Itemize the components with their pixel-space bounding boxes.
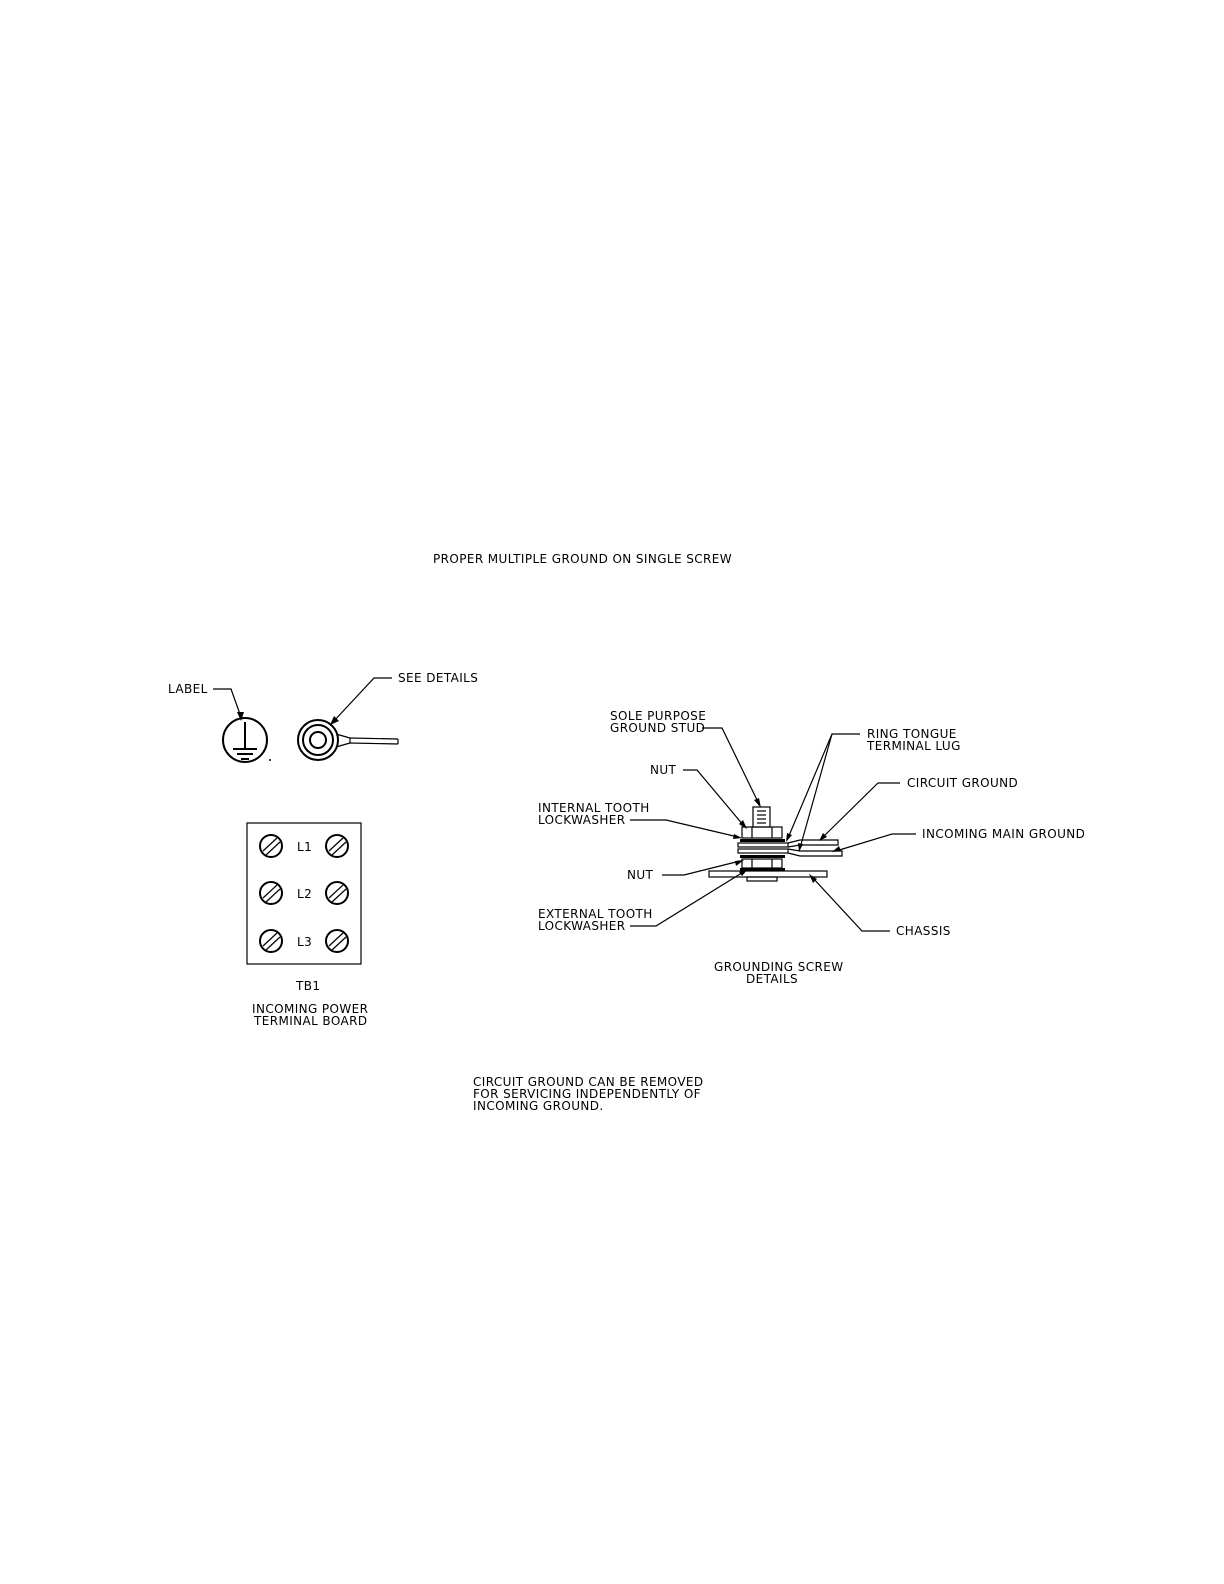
terminal-screw-icon (326, 882, 348, 904)
ring-lug-icon (298, 720, 398, 760)
internal-tooth-callout-line1: INTERNAL TOOTH (538, 801, 650, 815)
ring-tongue-callout-line1: RING TONGUE (867, 727, 957, 741)
terminal-board-caption-line1: INCOMING POWER (252, 1002, 369, 1016)
circuit-ground-callout: CIRCUIT GROUND (907, 776, 1019, 790)
label-callout: LABEL (168, 682, 208, 696)
nut-top-callout: NUT (650, 763, 677, 777)
sole-purpose-stud-callout-line1: SOLE PURPOSE (610, 709, 707, 723)
see-details-callout: SEE DETAILS (398, 671, 479, 685)
external-tooth-callout-line1: EXTERNAL TOOTH (538, 907, 653, 921)
grounding-screw-assembly (709, 807, 842, 881)
diagram-title: PROPER MULTIPLE GROUND ON SINGLE SCREW (433, 552, 732, 566)
sole-purpose-stud-callout-line2: GROUND STUD (610, 721, 706, 735)
nut-bottom-callout: NUT (627, 868, 654, 882)
terminal-screw-icon (260, 930, 282, 952)
terminal-board-tag: TB1 (296, 979, 321, 993)
terminal-board (247, 823, 361, 964)
terminal-screw-icon (326, 930, 348, 952)
terminal-screw-icon (260, 882, 282, 904)
ring-tongue-callout-line2: TERMINAL LUG (867, 739, 961, 753)
incoming-main-ground-callout: INCOMING MAIN GROUND (922, 827, 1086, 841)
note-line1: CIRCUIT GROUND CAN BE REMOVED (473, 1075, 704, 1089)
screw-detail-caption-line2: DETAILS (746, 972, 799, 986)
terminal-row-label-l1: L1 (297, 840, 313, 854)
terminal-row-label-l3: L3 (297, 935, 313, 949)
screw-detail-caption-line1: GROUNDING SCREW (714, 960, 844, 974)
see-details-leader (333, 678, 392, 722)
note-line2: FOR SERVICING INDEPENDENTLY OF (473, 1087, 701, 1101)
terminal-screw-icon (260, 835, 282, 857)
ground-symbol-icon (223, 718, 271, 762)
external-tooth-callout-line2: LOCKWASHER (538, 919, 626, 933)
terminal-row-label-l2: L2 (297, 887, 313, 901)
callout-leaders (630, 728, 916, 931)
terminal-board-caption-line2: TERMINAL BOARD (254, 1014, 368, 1028)
chassis-callout: CHASSIS (896, 924, 951, 938)
terminal-screw-icon (326, 835, 348, 857)
internal-tooth-callout-line2: LOCKWASHER (538, 813, 626, 827)
label-leader (213, 689, 241, 717)
note-line3: INCOMING GROUND. (473, 1099, 604, 1113)
